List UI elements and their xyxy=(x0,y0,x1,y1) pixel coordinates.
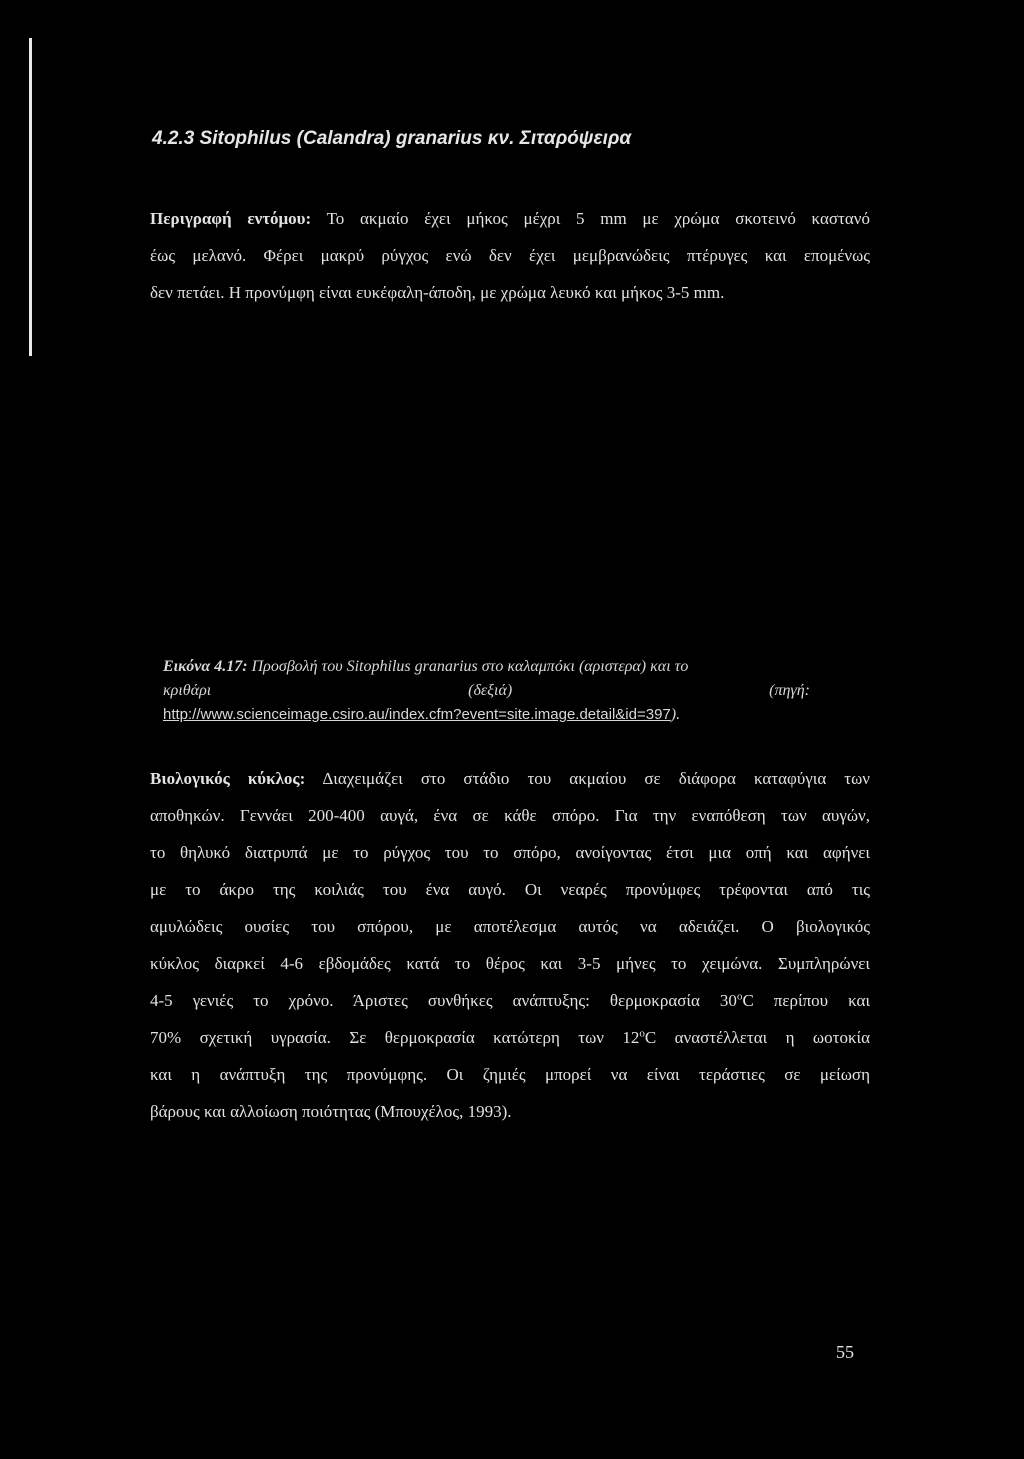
biology-line-5: αμυλώδεις ουσίες του σπόρου, με αποτέλεσμα αυτός να αδειάζει. Ο βιολογικός xyxy=(150,917,870,936)
biology-line-4: με το άκρο της κοιλιάς του ένα αυγό. Οι νεαρές προνύμφες τρέφονται από τις xyxy=(150,880,870,899)
biology-text-8b: C αναστέλλεται η ωοτοκία xyxy=(644,1028,870,1047)
biology-line-7 xyxy=(150,982,870,1019)
biology-line-8 xyxy=(150,1019,870,1056)
page-number: 55 xyxy=(836,1342,854,1362)
biology-line-9: και η ανάπτυξη της προνύμφης. Οι ζημιές μπορεί να είναι τεράστιες σε μείωση xyxy=(150,1065,870,1084)
description-paragraph xyxy=(150,200,870,311)
caption-line-2 xyxy=(163,679,810,703)
caption-word-2: (δεξιά) xyxy=(468,682,513,699)
scientific-name: Sitophilus (Calandra) granarius xyxy=(199,128,483,149)
caption-label: Εικόνα 4.17: xyxy=(163,658,248,675)
description-line-1 xyxy=(150,200,870,237)
biology-line-2: αποθηκών. Γεννάει 200-400 αυγά, ένα σε κάθε σπόρο. Για την εναπόθεση των αυγών, xyxy=(150,806,870,825)
description-text-1: Το ακμαίο έχει μήκος μέχρι 5 mm με χρώμα σκοτεινό καστανό xyxy=(311,209,870,228)
biology-line-10: βάρους και αλλοίωση ποιότητας (Μπουχέλος, 1993). xyxy=(150,1102,512,1121)
caption-word-3: (πηγή: xyxy=(769,682,810,699)
caption-word-1: κριθάρι xyxy=(163,682,212,699)
description-line-2: έως μελανό. Φέρει μακρύ ρύγχος ενώ δεν έχει μεμβρανώδεις πτέρυγες και επομένως xyxy=(150,246,870,265)
caption-url-end: ). xyxy=(670,706,681,723)
biology-paragraph xyxy=(150,760,870,1130)
biology-text-8a: 70% σχετική υγρασία. Σε θερμοκρασία κατώτερη των 12 xyxy=(150,1028,640,1047)
caption-text-1: Προσβολή του Sitophilus granarius στο καλαμπόκι (αριστερα) και το xyxy=(247,658,689,675)
section-number: 4.2.3 xyxy=(152,128,195,149)
section-heading xyxy=(152,128,631,150)
caption-line-3 xyxy=(163,703,810,727)
biology-text-1: Διαχειμάζει στο στάδιο του ακμαίου σε διάφορα καταφύγια των xyxy=(305,769,870,788)
biology-line-6: κύκλος διαρκεί 4-6 εβδομάδες κατά το θέρος και 3-5 μήνες το χειμώνα. Συμπληρώνει xyxy=(150,954,870,973)
biology-text-7b: C περίπου και xyxy=(742,991,871,1010)
biology-line-3: το θηλυκό διατρυπά με το ρύγχος του το σπόρο, ανοίγοντας έτσι μια οπή και αφήνει xyxy=(150,843,870,862)
common-name: Σιταρόψειρα xyxy=(519,128,632,149)
margin-rule xyxy=(29,38,32,356)
biology-label: Βιολογικός κύκλος: xyxy=(150,769,306,788)
description-line-3: δεν πετάει. Η προνύμφη είναι ευκέφαλη-άποδη, με χρώμα λευκό και μήκος 3-5 mm. xyxy=(150,283,725,302)
degree-sup-1: o xyxy=(736,990,743,1003)
biology-text-7a: 4-5 γενιές το χρόνο. Άριστες συνθήκες ανάπτυξης: θερμοκρασία 30 xyxy=(150,991,737,1010)
common-prefix: κν. xyxy=(487,128,515,149)
source-link[interactable]: http://www.scienceimage.csiro.au/index.cfm?event=site.image.detail&id=397 xyxy=(163,706,671,723)
caption-line-1 xyxy=(163,655,810,679)
biology-line-1 xyxy=(150,760,870,797)
degree-sup-2: o xyxy=(639,1027,645,1040)
description-label: Περιγραφή εντόμου: xyxy=(150,209,312,228)
figure-caption xyxy=(163,655,810,727)
